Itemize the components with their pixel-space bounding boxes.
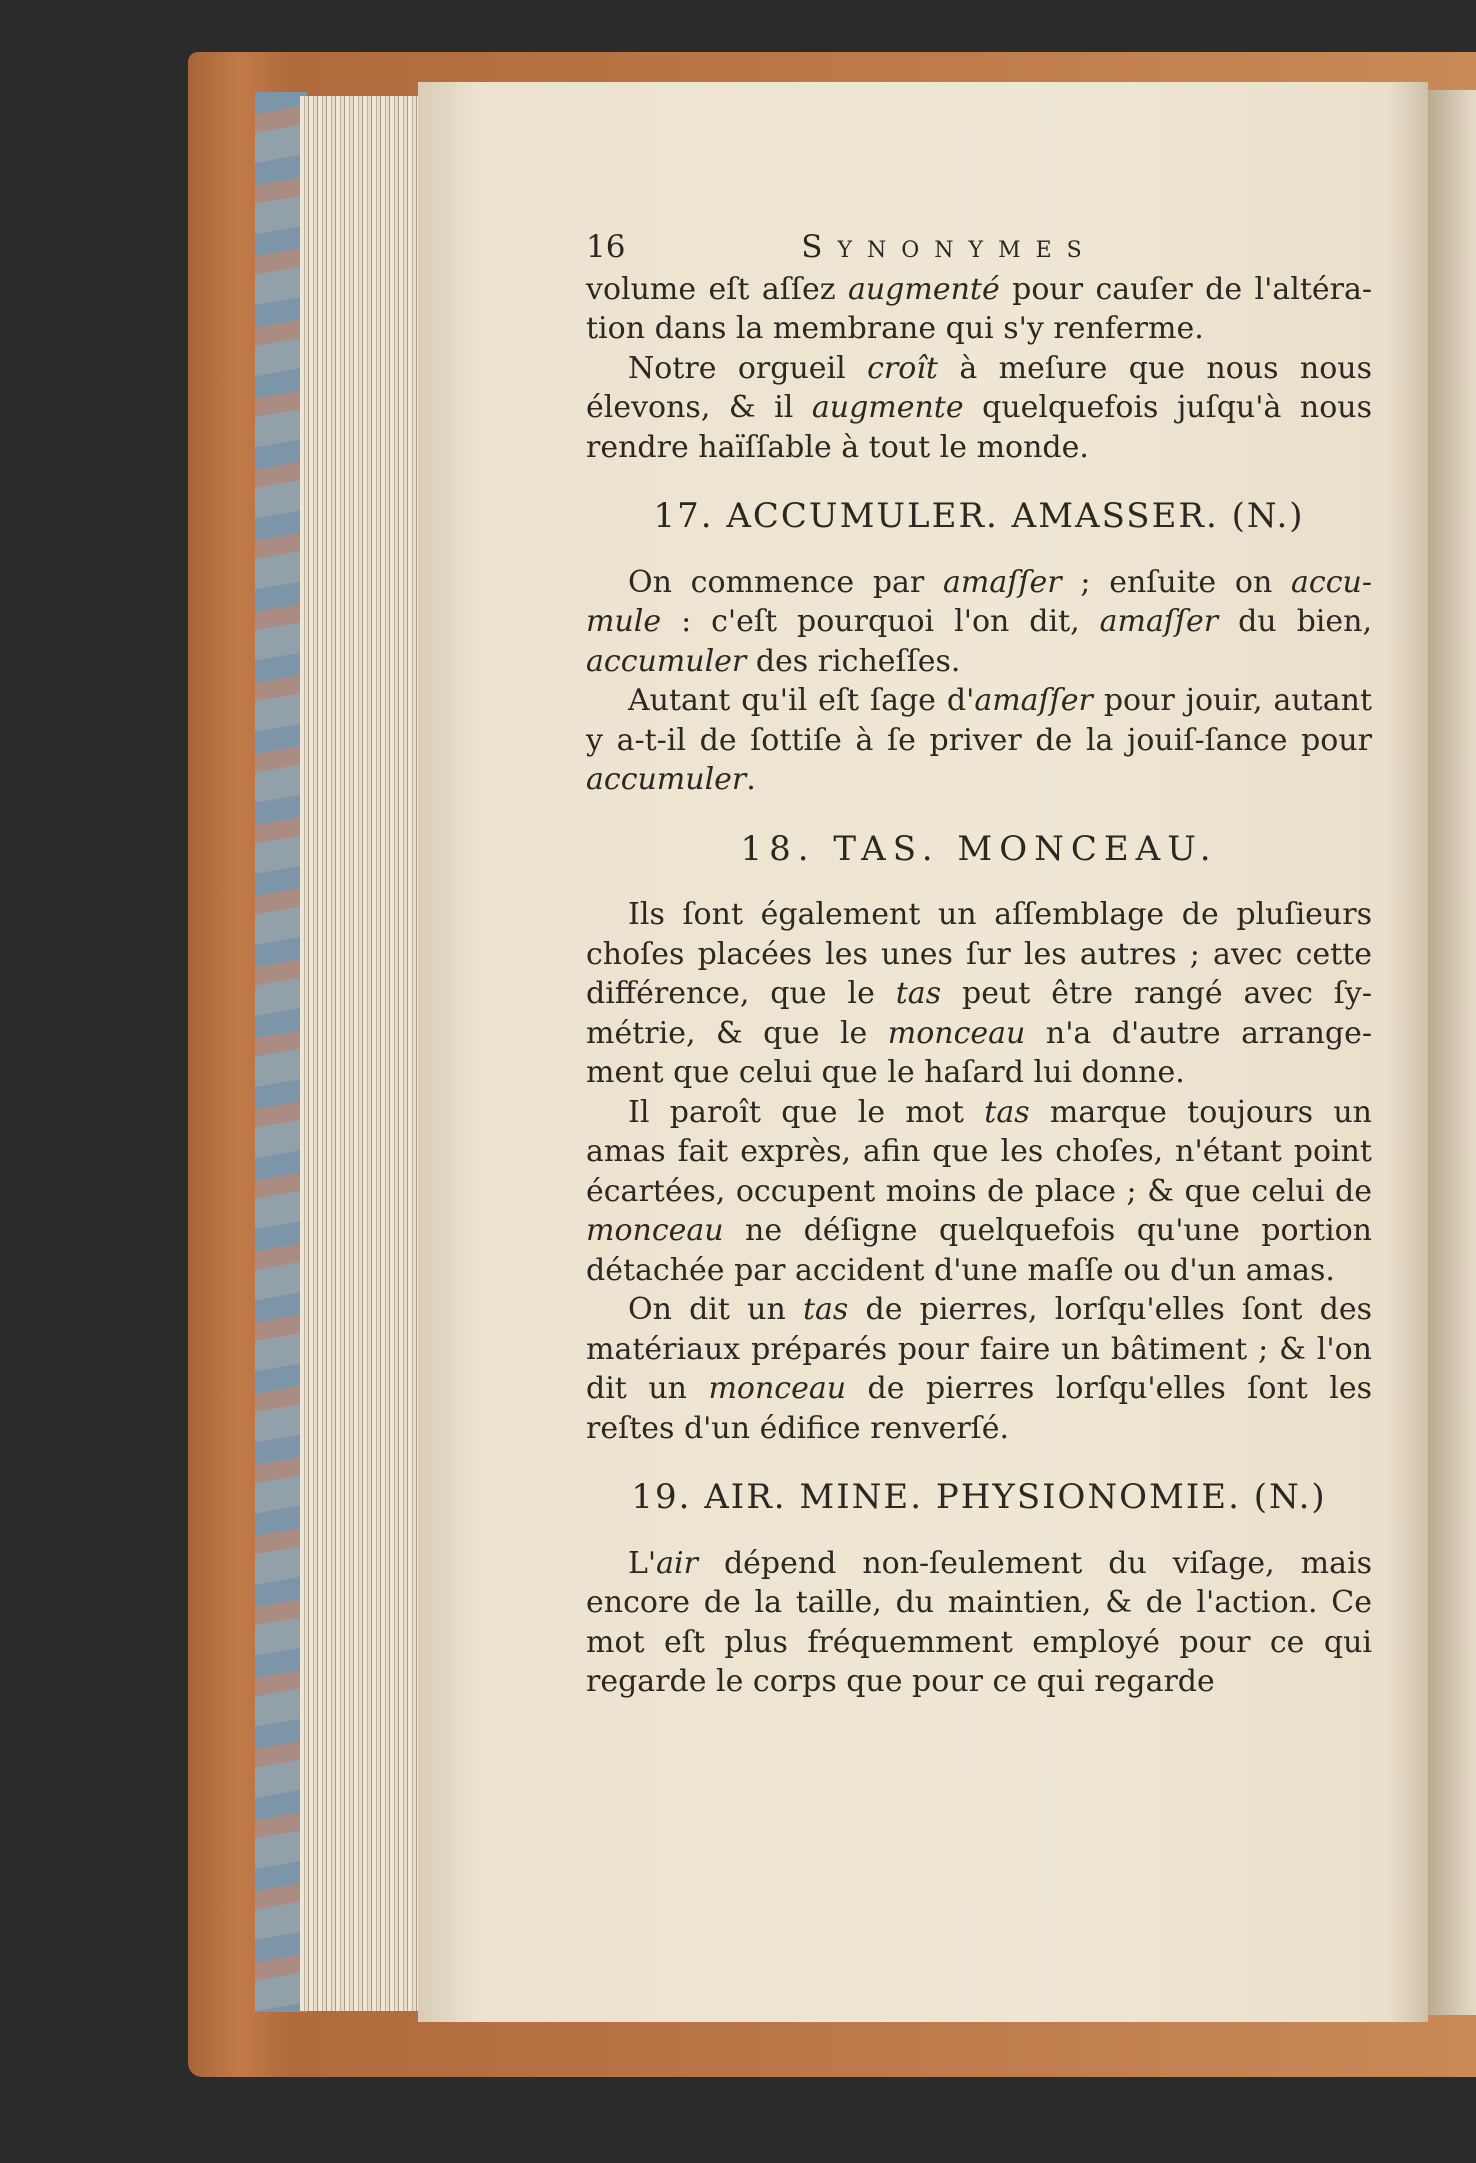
text-run: pour cauſer de l'altéra-tion dans la membrane qui s'y renferme. <box>586 271 1372 346</box>
entry-heading: 18. TAS. MONCEAU. <box>740 828 1218 869</box>
text-run: ; enſuite on <box>1061 564 1292 600</box>
page-text <box>586 228 1372 1702</box>
text-run: à meſure que nous nous élevons, & il <box>586 350 1373 425</box>
paragraph <box>586 563 1372 682</box>
text-run: peut être rangé avec ſy-métrie, & que le <box>586 976 1372 1051</box>
italic-term: monceau <box>887 1015 1026 1051</box>
text-run: Notre orgueil <box>628 350 868 386</box>
text-run: n'a d'autre arrange-ment que celui que le haſard lui donne. <box>586 1015 1372 1090</box>
italic-term: tas <box>802 1292 849 1327</box>
italic-term: tas <box>895 976 942 1011</box>
text-run: pour jouir, autant y a-t-il de ſottiſe à ſe priver de la jouiſ-ſance pour <box>586 683 1373 758</box>
text-run: marque toujours un amas fait exprès, afin que les choſes, n'étant point écartées, occupent moins de place ; & que celui de <box>586 1094 1372 1209</box>
entry-heading: 19. AIR. MINE. PHYSIONOMIE. (N.) <box>631 1477 1327 1517</box>
text-run: du bien, <box>1218 604 1372 639</box>
italic-term: croît <box>867 350 938 386</box>
text-body <box>586 270 1372 1702</box>
italic-term: monceau <box>708 1371 847 1406</box>
italic-term: air <box>656 1545 698 1581</box>
text-run: Autant qu'il eſt ſage d' <box>628 683 975 718</box>
italic-term: monceau <box>586 1213 724 1248</box>
page-edges <box>300 96 422 2011</box>
italic-term: accu-mule <box>586 564 1372 639</box>
paragraph <box>586 349 1372 468</box>
running-header <box>586 228 1372 268</box>
paragraph <box>586 1093 1372 1291</box>
text-run: dépend non-ſeulement du viſage, mais encore de la taille, du maintien, & de l'action. Ce mot eſt plus fréquemment employé pour ce qui regarde le corps que pour ce qui regarde <box>586 1545 1372 1699</box>
paragraph <box>586 270 1372 349</box>
italic-term: augmente <box>811 390 964 425</box>
text-run: quelquefois juſqu'à nous rendre haïſſable à tout le monde. <box>586 390 1372 465</box>
italic-term: amaſſer <box>974 683 1093 718</box>
italic-term: augmenté <box>847 271 1000 307</box>
text-run: volume eſt aſſez <box>586 271 848 307</box>
text-run: : c'eſt pourquoi l'on dit, <box>661 604 1100 639</box>
text-run: . <box>746 762 756 797</box>
italic-term: amaſſer <box>1099 604 1219 639</box>
text-run: des richeſſes. <box>746 643 961 679</box>
text-run: On dit un <box>628 1292 803 1327</box>
paragraph <box>586 895 1372 1093</box>
italic-term: accumuler <box>586 643 747 679</box>
facing-page-edge <box>1428 90 1476 2015</box>
text-run: Il paroît que le mot <box>628 1094 985 1130</box>
paragraph <box>586 681 1372 800</box>
entry-heading: 17. ACCUMULER. AMASSER. (N.) <box>653 496 1305 536</box>
text-run: L' <box>628 1545 657 1581</box>
page-number: 16 <box>586 229 626 265</box>
text-run: de pierres lorſqu'elles ſont les reſtes d'un édifice renverſé. <box>586 1371 1372 1446</box>
italic-term: accumuler <box>586 762 747 797</box>
italic-term: tas <box>984 1094 1030 1130</box>
italic-term: amaſſer <box>943 564 1062 600</box>
paragraph <box>586 1290 1372 1448</box>
text-run: On commence par <box>628 564 944 600</box>
text-run: ne déſigne quelquefois qu'une portion détachée par accident d'une maſſe ou d'un amas. <box>586 1213 1372 1288</box>
running-title: Synonymes <box>801 229 1097 265</box>
text-run: de pierres, lorſqu'elles ſont des matériaux préparés pour faire un bâtiment ; & l'on dit un <box>586 1292 1372 1406</box>
paragraph <box>586 1544 1372 1702</box>
text-run: Ils ſont également un aſſemblage de pluſieurs choſes placées les unes ſur les autres ; avec cette différence, que le <box>586 897 1372 1011</box>
